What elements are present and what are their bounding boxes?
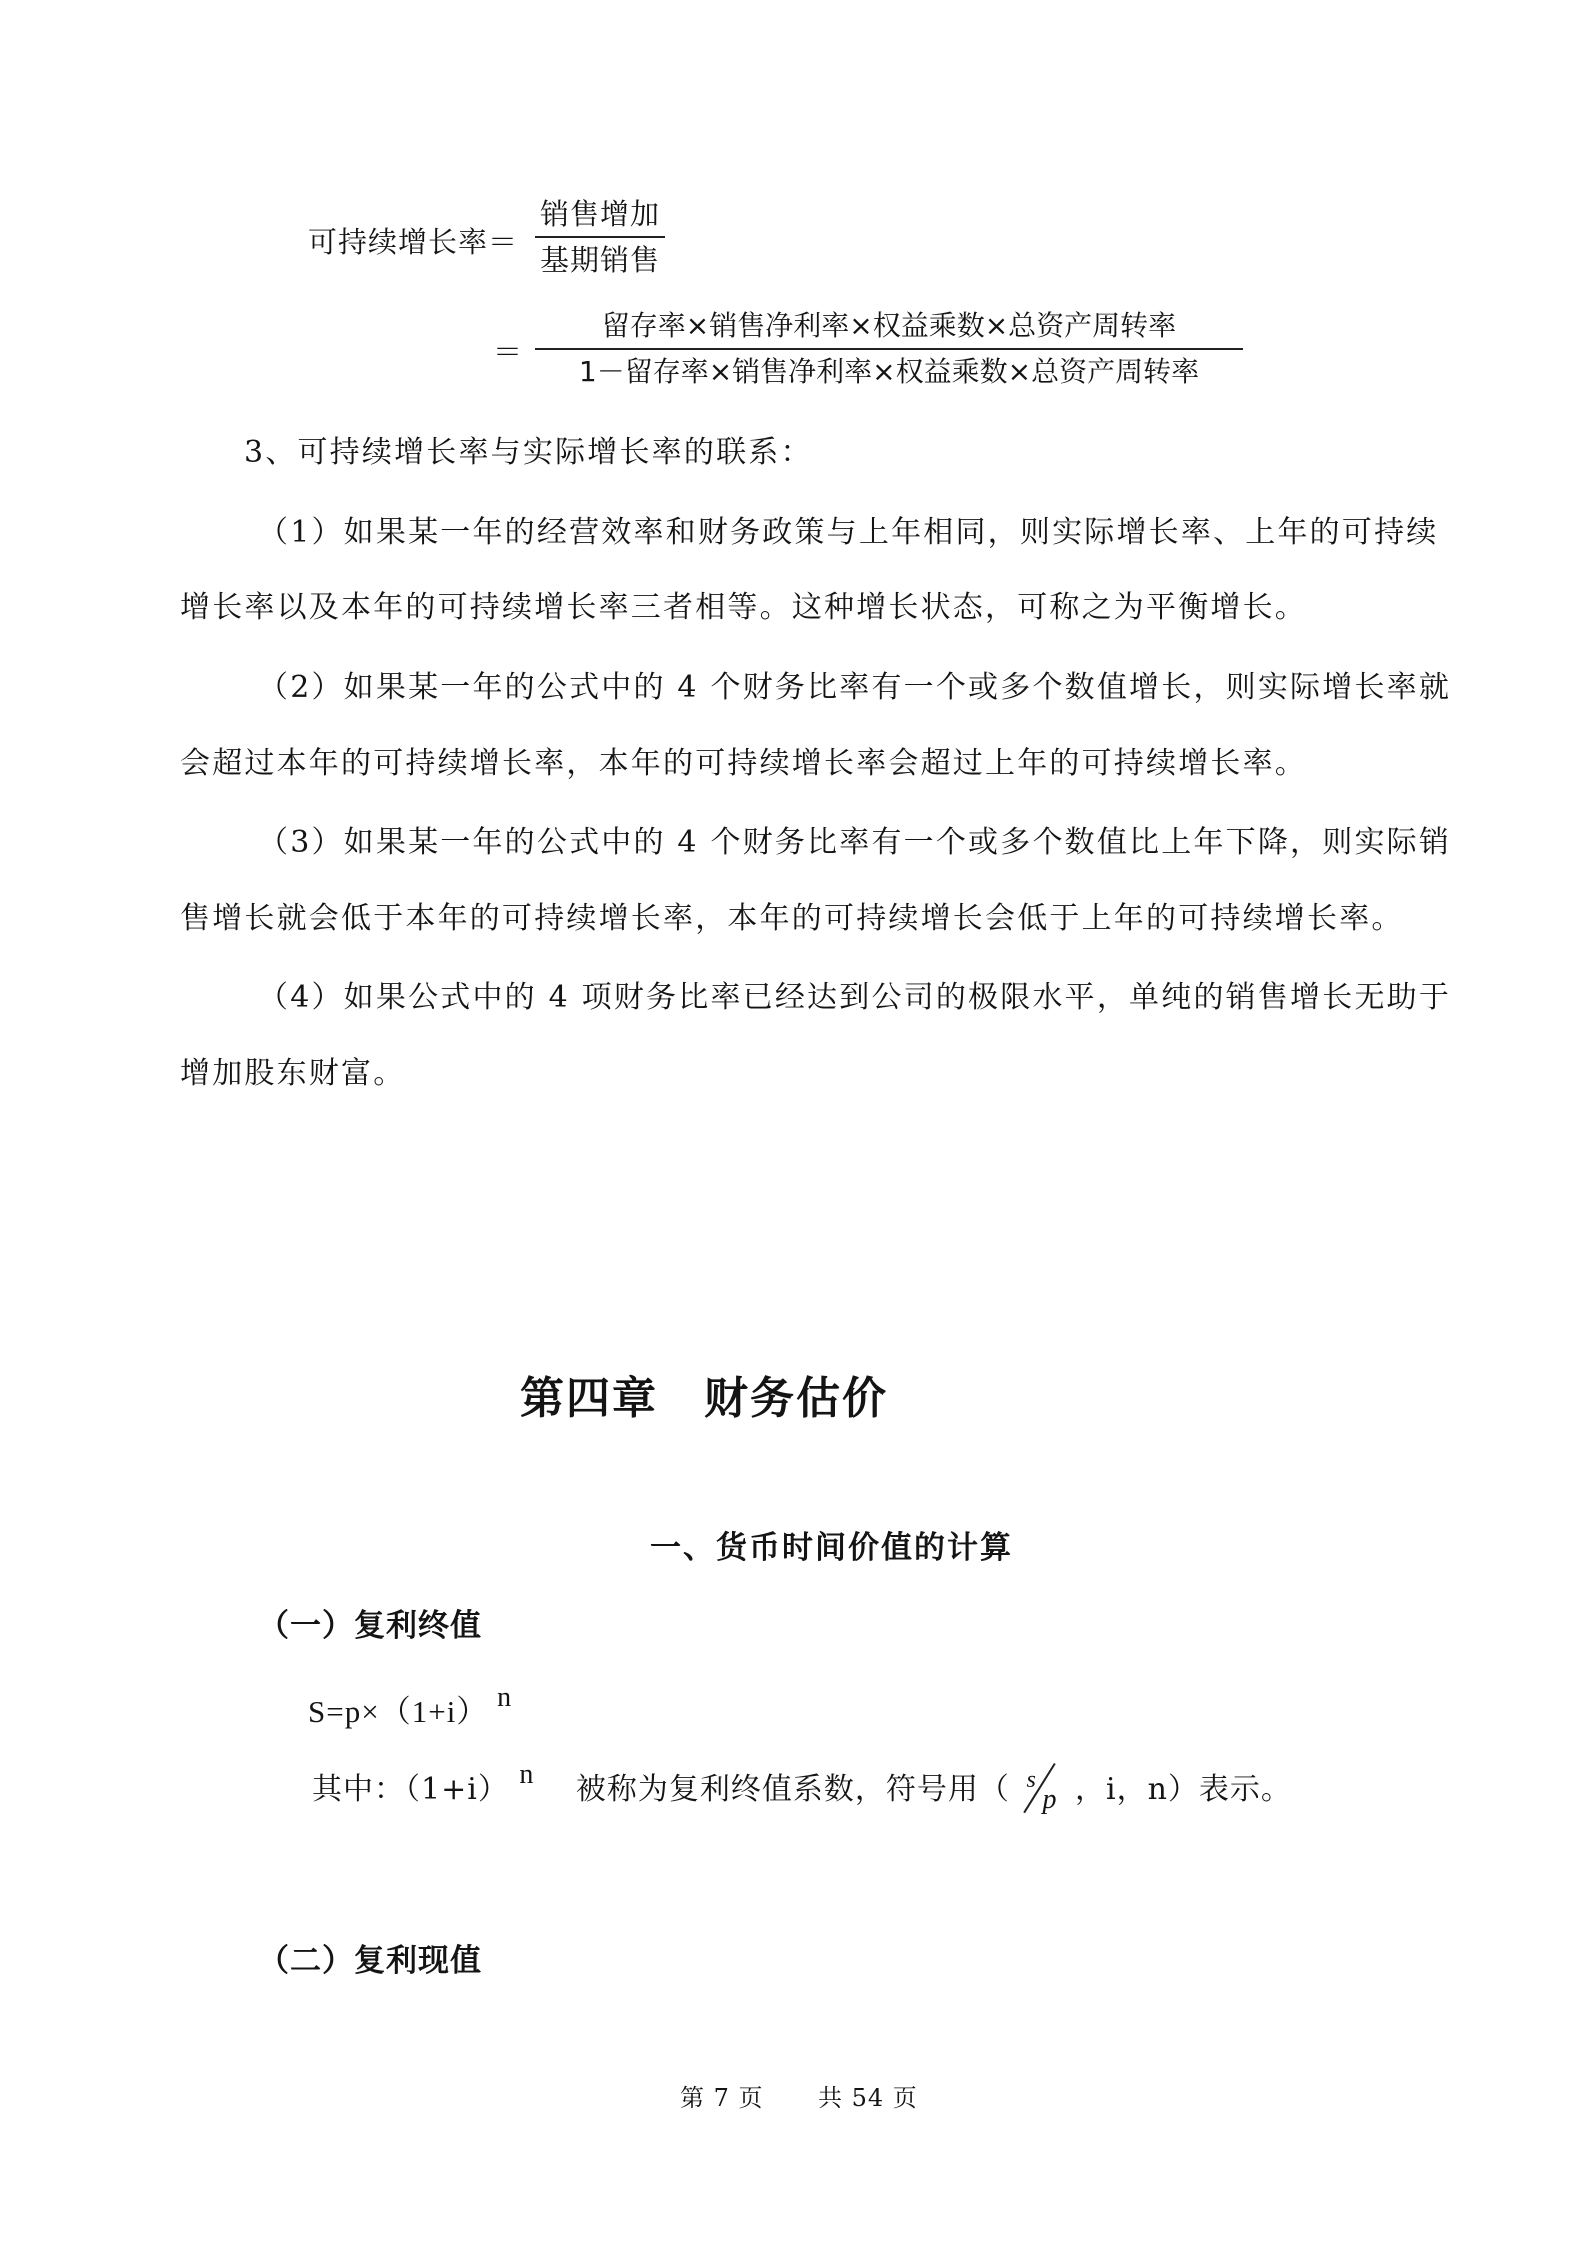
subsection-1-title: （一）复利终值 [258, 1608, 482, 1644]
note-exponent: n [519, 1759, 535, 1790]
chapter-title: 第四章 财务估价 [520, 1373, 888, 1424]
formula-text: S=p×（1+i） [308, 1694, 489, 1729]
fraction-bar [535, 236, 665, 238]
compound-factor-note [312, 1759, 1292, 1815]
note-middle: 被称为复利终值系数，符号用（ [544, 1772, 1010, 1807]
formula-2-fraction [535, 310, 1243, 388]
compound-value-formula [308, 1682, 513, 1731]
formula-1-numerator: 销售增加 [539, 197, 660, 231]
formula-2-denominator: 1－留存率×销售净利率×权益乘数×总资产周转率 [578, 355, 1200, 388]
s-over-p-symbol [1020, 1767, 1064, 1815]
item-3-title: 3、可持续增长率与实际增长率的联系： [244, 435, 813, 470]
formula-2-numerator: 留存率×销售净利率×权益乘数×总资产周转率 [601, 309, 1177, 342]
paragraph-4-line-1: （4）如果公式中的 4 项财务比率已经达到公司的极限水平，单纯的销售增长无助于 [258, 980, 1452, 1015]
formula-2-equals: ＝ [493, 335, 524, 369]
paragraph-3-line-1: （3）如果某一年的公式中的 4 个财务比率有一个或多个数值比上年下降，则实际销 [258, 825, 1452, 860]
page-number-current: 第 7 页 [680, 2084, 764, 2112]
subsection-2-title: （二）复利现值 [258, 1943, 482, 1979]
formula-1-lhs: 可持续增长率＝ [308, 225, 519, 259]
paragraph-1-line-2: 增长率以及本年的可持续增长率三者相等。这种增长状态，可称之为平衡增长。 [180, 590, 1307, 625]
symbol-numerator: s [1026, 1767, 1037, 1793]
symbol-denominator: p [1042, 1784, 1058, 1815]
note-prefix: 其中：（1+i） [312, 1772, 509, 1807]
paragraph-3-line-2: 售增长就会低于本年的可持续增长率，本年的可持续增长会低于上年的可持续增长率。 [180, 901, 1404, 936]
section-title: 一、货币时间价值的计算 [650, 1530, 1013, 1566]
paragraph-4-line-2: 增加股东财富。 [180, 1056, 406, 1091]
formula-1-fraction [535, 198, 665, 276]
formula-1-denominator: 基期销售 [539, 243, 660, 277]
formula-exponent: n [497, 1682, 513, 1713]
paragraph-2-line-1: （2）如果某一年的公式中的 4 个财务比率有一个或多个数值增长，则实际增长率就 [258, 670, 1452, 705]
fraction-bar [535, 348, 1243, 350]
paragraph-2-line-2: 会超过本年的可持续增长率，本年的可持续增长率会超过上年的可持续增长率。 [180, 746, 1307, 781]
note-suffix: ，i，n）表示。 [1075, 1772, 1292, 1807]
page-number-total: 共 54 页 [818, 2084, 918, 2112]
paragraph-1-line-1: （1）如果某一年的经营效率和财务政策与上年相同，则实际增长率、上年的可持续 [258, 515, 1439, 550]
